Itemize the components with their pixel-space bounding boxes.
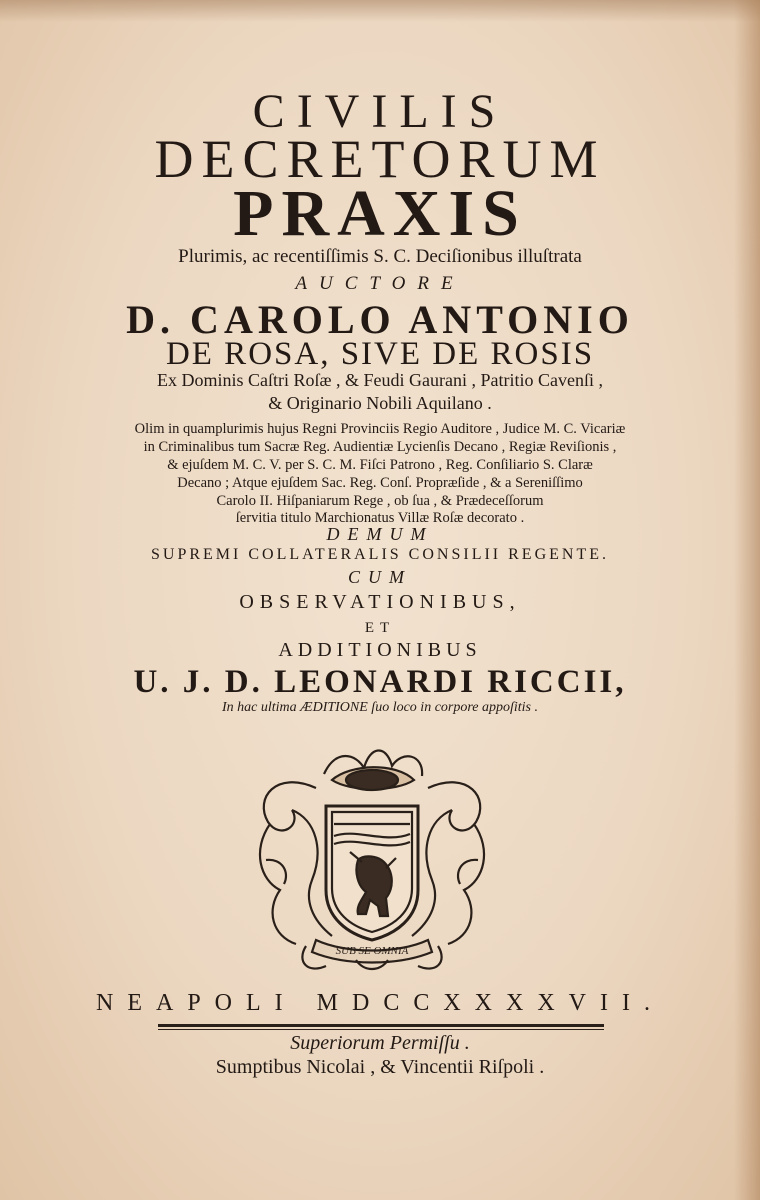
title-line-1: CIVILIS xyxy=(252,85,508,138)
author-origin-line-2: & Originario Nobili Aquilano . xyxy=(268,393,492,413)
publisher-line: Sumptibus Nicolai , & Vincentii Riſpoli . xyxy=(215,1056,545,1078)
supremi-line: SUPREMI COLLATERALIS CONSILII REGENTE. xyxy=(151,546,609,563)
paper-edge-top xyxy=(0,0,760,22)
double-rule-bottom xyxy=(158,1029,604,1030)
editor-name: U. J. D. LEONARDI RICCII, xyxy=(133,664,627,700)
place-and-year: NEAPOLI MDCCXXXXVII. xyxy=(96,990,664,1016)
coat-of-arms-icon xyxy=(246,740,498,976)
offices-line-4: Decano ; Atque ejuſdem Sac. Reg. Conſ. Propræſide , & a Sereniſſimo xyxy=(177,475,583,491)
permission-line: Superiorum Permiſſu . xyxy=(290,1032,470,1054)
author-name-line-2: DE ROSA, SIVE DE ROSIS xyxy=(165,336,595,372)
edition-note: In hac ultima ÆDITIONE ſuo loco in corpore appoſitis . xyxy=(221,700,539,715)
title-line-2: DECRETORUM xyxy=(154,129,606,189)
subtitle: Plurimis, ac recentiſſimis S. C. Deciſionibus illuſtrata xyxy=(178,246,582,267)
offices-line-3: & ejuſdem M. C. V. per S. C. M. Fiſci Patrono , Reg. Conſiliario S. Claræ xyxy=(167,457,593,473)
cum-label: CUM xyxy=(348,567,412,587)
offices-line-6: ſervitia titulo Marchionatus Villæ Roſæ decorato . xyxy=(235,510,525,526)
title-line-3: PRAXIS xyxy=(233,177,527,250)
double-rule-top xyxy=(158,1024,604,1027)
offices-line-2: in Criminalibus tum Sacræ Reg. Audientiæ Lycienſis Decano , Regiæ Reviſionis , xyxy=(143,439,617,455)
crest-motto: SUB SE OMNIA xyxy=(335,945,409,957)
additionibus-line: ADDITIONIBUS xyxy=(278,639,482,661)
author-origin-line-1: Ex Dominis Caſtri Roſæ , & Feudi Gaurani , Patritio Cavenſi , xyxy=(157,370,603,390)
author-name-line-1: D. CAROLO ANTONIO xyxy=(126,297,634,342)
observationibus-line: OBSERVATIONIBUS, xyxy=(239,591,521,613)
offices-line-1: Olim in quamplurimis hujus Regni Provinciis Regio Auditore , Judice M. C. Vicariæ xyxy=(134,421,626,437)
offices-line-5: Carolo II. Hiſpaniarum Rege , ob ſua , & Prædeceſſorum xyxy=(216,493,544,509)
demum-label: DEMUM xyxy=(326,524,434,544)
auctore-label: AUCTORE xyxy=(295,273,465,294)
et-label: ET xyxy=(364,620,396,636)
